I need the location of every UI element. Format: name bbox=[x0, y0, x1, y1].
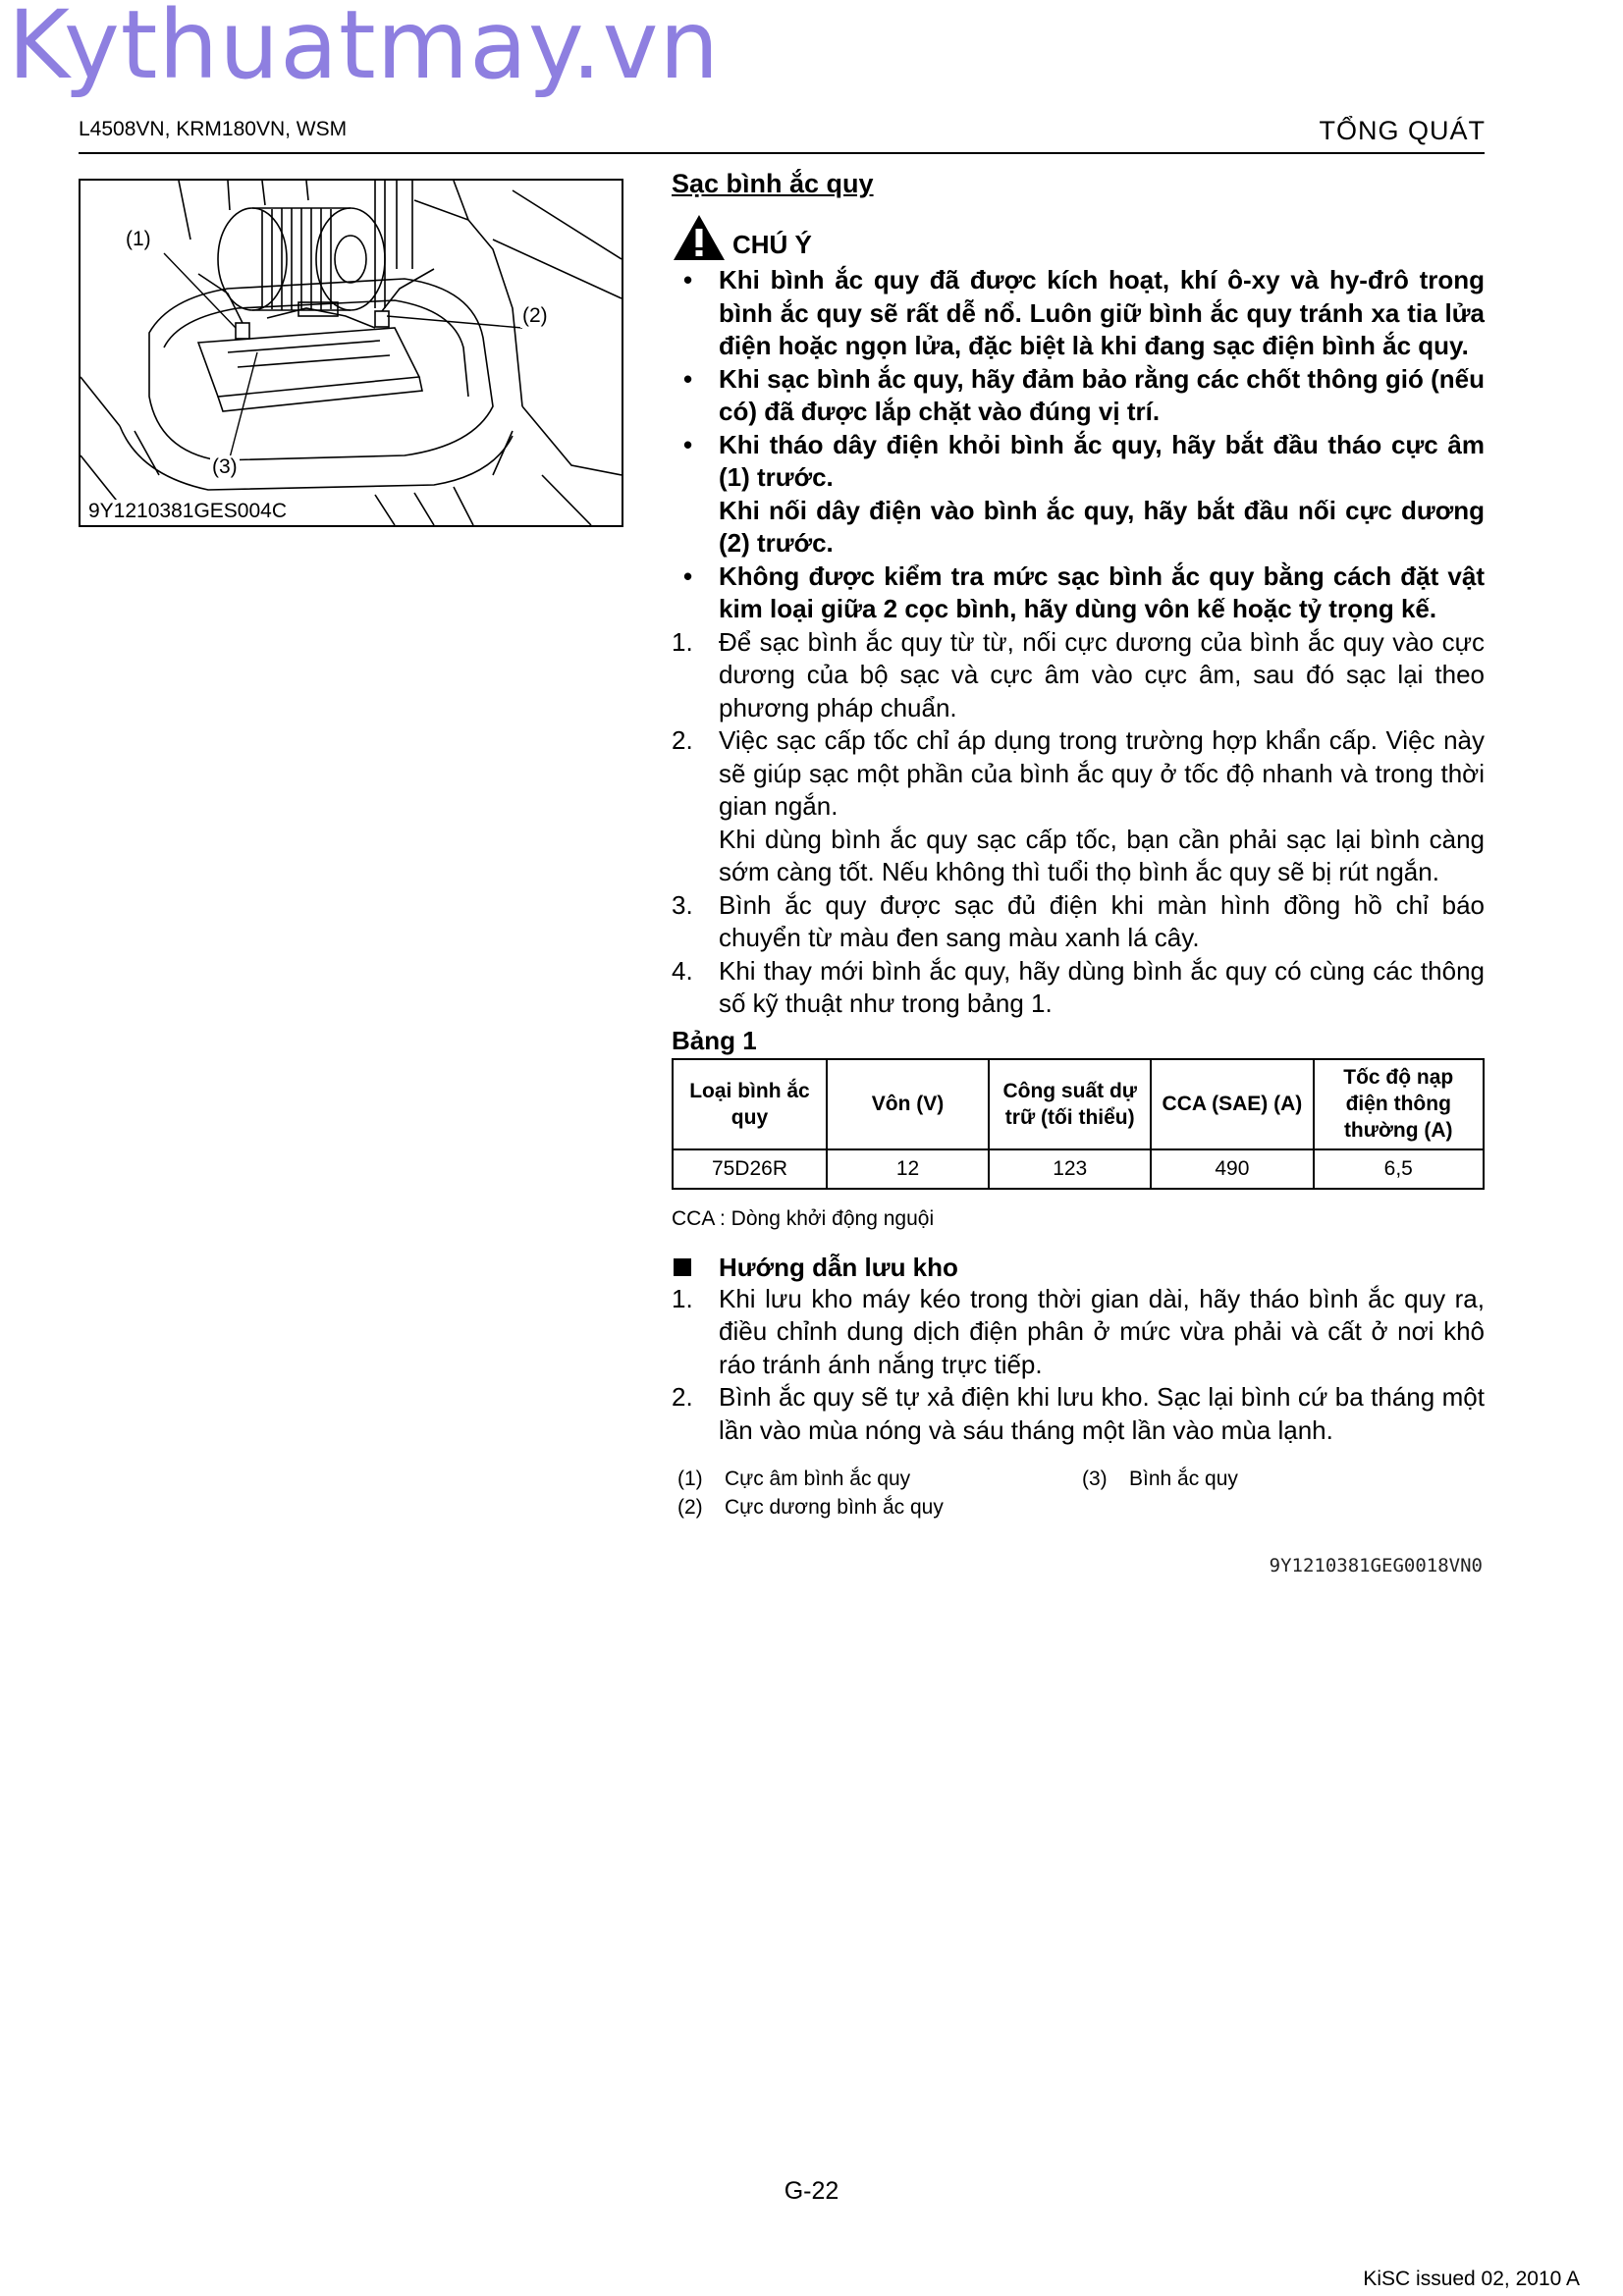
watermark: Kythuatmay.vn bbox=[8, 0, 721, 100]
step-item-extra: Khi dùng bình ắc quy sạc cấp tốc, bạn cần phải sạc lại bình càng sớm càng tốt. Nếu không thì tuổi thọ bình ắc quy sẽ bị rút ngắn. bbox=[719, 824, 1485, 886]
step-item: 2. Bình ắc quy sẽ tự xả điện khi lưu kho. Sạc lại bình cứ ba tháng một lần vào mùa nóng và sáu tháng một lần vào mùa lạnh. bbox=[672, 1382, 1485, 1445]
section-title: Sạc bình ắc quy bbox=[672, 169, 874, 198]
storage-steps bbox=[672, 1283, 1485, 1448]
step-item: 3. Bình ắc quy được sạc đủ điện khi màn hình đồng hồ chỉ báo chuyển từ màu đen sang màu xanh lá cây. bbox=[672, 889, 1485, 952]
square-bullet-icon bbox=[674, 1258, 691, 1276]
callout-1: (1) bbox=[126, 228, 151, 250]
table-cell: 490 bbox=[1151, 1149, 1313, 1189]
caution-label: CHÚ Ý bbox=[732, 230, 812, 259]
storage-heading bbox=[672, 1253, 1485, 1283]
legend-item: (3) Bình ắc quy bbox=[1082, 1468, 1238, 1490]
legend-item: (1) Cực âm bình ắc quy bbox=[677, 1468, 911, 1490]
step-item: 1. Khi lưu kho máy kéo trong thời gian dài, hãy tháo bình ắc quy ra, điều chỉnh dung dịch điện phân ở mức vừa phải và cất ở nơi khô ráo tránh ánh nắng trực tiếp. bbox=[672, 1283, 1485, 1379]
caution-item: • Khi bình ắc quy đã được kích hoạt, khí ô-xy và hy-đrô trong bình ắc quy sẽ rất dễ nổ. Luôn giữ bình ắc quy tránh xa tia lửa điện hoặc ngọn lửa, đặc biệt là khi đang sạc điện bình ắc quy. bbox=[683, 265, 1485, 360]
caution-list bbox=[672, 264, 1485, 626]
figure-code: 9Y1210381GES004C bbox=[88, 500, 287, 522]
table-header: Công suất dự trữ (tối thiểu) bbox=[989, 1059, 1151, 1149]
caution-header bbox=[672, 213, 1485, 262]
header-section: TỔNG QUÁT bbox=[1319, 116, 1486, 145]
table-header: CCA (SAE) (A) bbox=[1151, 1059, 1313, 1149]
charging-steps bbox=[672, 626, 1485, 1021]
table-cell: 123 bbox=[989, 1149, 1151, 1189]
table-row bbox=[673, 1149, 1484, 1189]
table-cell: 75D26R bbox=[673, 1149, 827, 1189]
legend-item: (2) Cực dương bình ắc quy bbox=[677, 1496, 944, 1519]
warning-triangle-icon bbox=[672, 213, 727, 262]
step-item: 2. Việc sạc cấp tốc chỉ áp dụng trong trường hợp khẩn cấp. Việc này sẽ giúp sạc một phần của bình ắc quy ở tốc độ nhanh và trong thời gian ngắn. Khi dùng bình ắc quy sạc cấp tốc, bạn cần phải sạc lại bình càng sớm càng tốt. Nếu không thì tuổi thọ bình ắc quy sẽ bị rút ngắn. bbox=[672, 724, 1485, 889]
header-model: L4508VN, KRM180VN, WSM bbox=[79, 118, 348, 140]
table-header: Vôn (V) bbox=[827, 1059, 989, 1149]
step-item: 4. Khi thay mới bình ắc quy, hãy dùng bình ắc quy có cùng các thông số kỹ thuật như trong bảng 1. bbox=[672, 955, 1485, 1018]
table-header: Tốc độ nạp điện thông thường (A) bbox=[1314, 1059, 1485, 1149]
caution-item: • Không được kiểm tra mức sạc bình ắc quy bằng cách đặt vật kim loại giữa 2 cọc bình, hãy dùng vôn kế hoặc tỷ trọng kế. bbox=[683, 561, 1485, 623]
reference-code: 9Y1210381GEG0018VN0 bbox=[1269, 1555, 1483, 1576]
battery-illustration bbox=[81, 181, 622, 525]
storage-title: Hướng dẫn lưu kho bbox=[719, 1252, 958, 1282]
page-number: G-22 bbox=[784, 2177, 839, 2205]
figure-legend bbox=[672, 1465, 1485, 1576]
battery-spec-table bbox=[672, 1058, 1485, 1190]
table-cell: 6,5 bbox=[1314, 1149, 1485, 1189]
table-header: Loại bình ắc quy bbox=[673, 1059, 827, 1149]
caution-item-extra: Khi nối dây điện vào bình ắc quy, hãy bắt đầu nối cực dương (2) trước. bbox=[719, 495, 1485, 558]
table-cell: 12 bbox=[827, 1149, 989, 1189]
cca-note: CCA : Dòng khởi động nguội bbox=[672, 1206, 935, 1230]
callout-3: (3) bbox=[212, 455, 238, 478]
footer-issue: KiSC issued 02, 2010 A bbox=[1363, 2268, 1580, 2290]
table-header-row bbox=[673, 1059, 1484, 1149]
header-divider bbox=[79, 152, 1485, 154]
table-title: Bảng 1 bbox=[672, 1025, 757, 1055]
caution-item: • Khi sạc bình ắc quy, hãy đảm bảo rằng các chốt thông gió (nếu có) đã được lắp chặt vào đúng vị trí. bbox=[683, 363, 1485, 426]
step-item: 1. Để sạc bình ắc quy từ từ, nối cực dương của bình ắc quy vào cực dương của bộ sạc và cực âm vào cực âm, sau đó sạc lại theo phương pháp chuẩn. bbox=[672, 626, 1485, 722]
caution-item: • Khi tháo dây điện khỏi bình ắc quy, hãy bắt đầu tháo cực âm (1) trước. Khi nối dây điện vào bình ắc quy, hãy bắt đầu nối cực dương (2) trước. bbox=[672, 429, 1485, 561]
callout-2: (2) bbox=[522, 304, 548, 327]
main-column bbox=[672, 169, 1485, 1576]
battery-figure bbox=[79, 179, 623, 527]
